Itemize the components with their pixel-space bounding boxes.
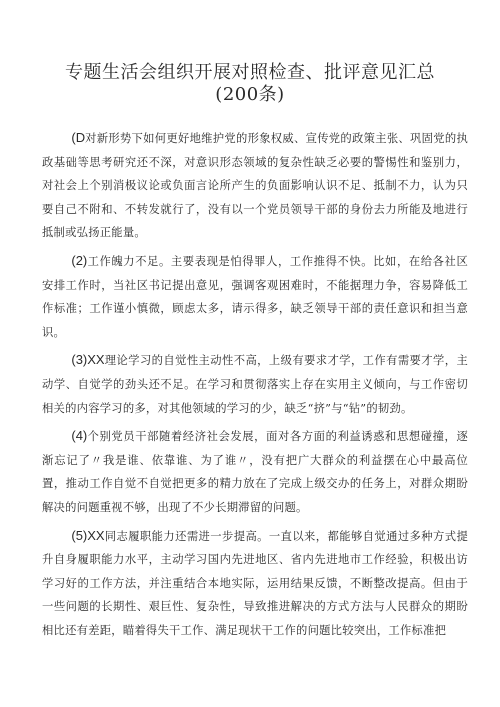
paragraph-number: (2) — [71, 252, 88, 268]
paragraph-text: 对新形势下如何更好地维护党的形象权威、宣传党的政策主张、巩固党的执政基础等思考研究还不深，对意识形态领域的复杂性缺乏必要的警惕性和鉴别力，对社会上个别消极议论或负面言论所产生的负面影响认识不足、抵制不力，认为只要自己不附和、不转发就行了，没有以一个党员领导干部的身份去力所能及地进行抵制或弘扬正能量。 — [42, 132, 468, 240]
paragraph-text: 同志履职能力还需进一步提高。一直以来，都能够自觉通过多种方式提升自身履职能力水平，主动学习国内先进地区、省内先进地市工作经验，积极出访学习好的工作方法，并注重结合本地实际，运用结果反馈，不断整改提高。但由于一些问题的长期性、艰巨性、复杂性，导致推进解决的方式方法与人民群众的期盼相比还有差距，瞄着得失干工作、满足现状干工作的问题比较突出，工作标准把 — [42, 529, 468, 637]
paragraph-number: (4) — [71, 428, 88, 444]
document-subtitle-count: (200条) — [215, 84, 285, 105]
paragraph-5 — [42, 524, 468, 643]
document-title: 专题生活会组织开展对照检查、批评意见汇总 — [65, 62, 435, 83]
paragraph-text: 工作魄力不足。主要表现是怕得罪人，工作推得不快。比如，在给各社区安排工作时，当社区书记提出意见，强调客观困难时，不能据理力争，容易降低工作标准；工作谨小慎微，顾虑太多，请示得多，缺乏领导干部的责任意识和担当意识。 — [42, 254, 468, 339]
paragraph-3 — [42, 348, 468, 420]
paragraph-number: (5)XX — [71, 527, 105, 543]
paragraph-number: (3)XX — [71, 352, 105, 368]
paragraph-number: (D — [71, 130, 86, 145]
document-body — [42, 126, 468, 646]
paragraph-4 — [42, 424, 468, 519]
paragraph-1 — [42, 126, 468, 245]
paragraph-text: 理论学习的自觉性主动性不高，上级有要求才学，工作有需要才学，主动学、自觉学的劲头还不足。在学习和贯彻落实上存在实用主义倾向，与工作密切相关的内容学习的多，对其他领域的学习的少，缺乏“挤”与“钻”的韧劲。 — [42, 354, 468, 415]
paragraph-text: 个别党员干部随着经济社会发展，面对各方面的利益诱惑和思想碰撞，逐渐忘记了〃我是谁、依靠谁、为了谁〃，没有把广大群众的利益摆在心中最高位置，推动工作自觉不自觉把更多的精力放在了完成上级交办的任务上，对群众期盼解决的问题重视不够，出现了不少长期滞留的问题。 — [42, 430, 468, 514]
paragraph-2 — [42, 249, 468, 344]
